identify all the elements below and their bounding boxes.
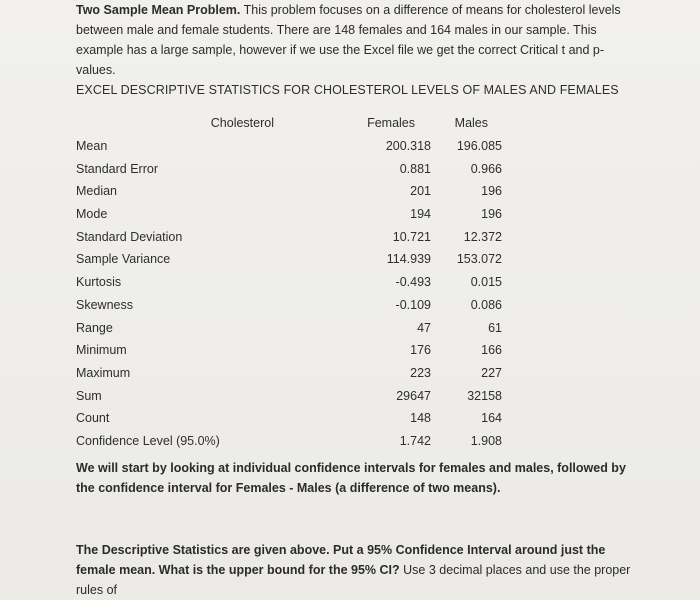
row-label: Minimum	[76, 343, 127, 358]
table-row	[76, 316, 502, 339]
intro-title: Two Sample Mean Problem.	[76, 3, 241, 17]
question-text: The Descriptive Statistics are given above. Put a 95% Confidence Interval around just the female mean. What is the upper bound for the 95% CI?	[76, 543, 606, 577]
males-value: 196.085	[456, 139, 502, 154]
females-value: 223	[410, 365, 431, 380]
females-value: 201	[410, 184, 431, 199]
males-value: 196	[481, 184, 502, 199]
row-label: Range	[76, 320, 113, 335]
table-header-row	[76, 112, 502, 135]
males-value: 61	[488, 320, 502, 335]
row-label: Mode	[76, 207, 108, 222]
row-label: Standard Deviation	[76, 229, 183, 244]
males-value: 166	[481, 343, 502, 358]
table-row	[76, 248, 502, 271]
males-value: 32158	[467, 388, 502, 403]
females-value: 0.881	[399, 161, 431, 176]
females-value: -0.109	[395, 297, 431, 312]
row-label: Median	[76, 184, 117, 199]
table-row	[76, 407, 502, 430]
header-females: Females	[367, 116, 415, 131]
row-label: Sum	[76, 388, 102, 403]
males-value: 12.372	[463, 229, 502, 244]
males-value: 0.966	[470, 161, 502, 176]
row-label: Skewness	[76, 297, 133, 312]
row-label: Maximum	[76, 365, 131, 380]
table-row	[76, 157, 502, 180]
males-value: 0.086	[470, 297, 502, 312]
header-males: Males	[454, 116, 488, 131]
row-label: Confidence Level (95.0%)	[76, 433, 220, 448]
males-value: 164	[481, 411, 502, 426]
table-row	[76, 339, 502, 362]
table-row	[76, 180, 502, 203]
males-value: 227	[481, 365, 502, 380]
intro-paragraph	[76, 0, 641, 80]
header-cholesterol: Cholesterol	[210, 116, 274, 131]
stats-heading: EXCEL DESCRIPTIVE STATISTICS FOR CHOLESTEROL LEVELS OF MALES AND FEMALES	[76, 83, 619, 97]
question-instructions: Use 3 decimal places and use the proper rules of	[76, 563, 631, 597]
females-value: 29647	[396, 388, 431, 403]
females-value: 176	[410, 343, 431, 358]
males-value: 0.015	[470, 275, 502, 290]
females-value: 1.742	[399, 433, 431, 448]
table-row	[76, 135, 502, 158]
table-row	[76, 362, 502, 385]
females-value: 194	[410, 207, 431, 222]
question-paragraph	[76, 540, 641, 600]
females-value: 200.318	[385, 139, 431, 154]
table-row	[76, 294, 502, 317]
instruction-paragraph: We will start by looking at individual confidence intervals for females and males, followed by the confidence interval for Females - Males (a difference of two means).	[76, 461, 626, 495]
row-label: Kurtosis	[76, 275, 122, 290]
females-value: 47	[417, 320, 431, 335]
table-row	[76, 430, 502, 453]
females-value: 114.939	[386, 252, 431, 267]
intro-text: This problem focuses on a difference of means for cholesterol levels between male and female students. There are 148 females and 164 males in our sample. This example has a large sample, however if we use the Excel file we get the correct Critical t and p-values.	[76, 3, 621, 77]
descriptive-stats-table	[76, 112, 502, 452]
row-label: Mean	[76, 139, 108, 154]
males-value: 1.908	[470, 433, 502, 448]
females-value: 148	[410, 411, 431, 426]
row-label: Count	[76, 411, 110, 426]
males-value: 153.072	[456, 252, 502, 267]
table-row	[76, 225, 502, 248]
table-row	[76, 384, 502, 407]
table-row	[76, 271, 502, 294]
row-label: Sample Variance	[76, 252, 171, 267]
row-label: Standard Error	[76, 161, 158, 176]
males-value: 196	[481, 207, 502, 222]
females-value: -0.493	[395, 275, 431, 290]
table-row	[76, 203, 502, 226]
females-value: 10.721	[392, 229, 431, 244]
